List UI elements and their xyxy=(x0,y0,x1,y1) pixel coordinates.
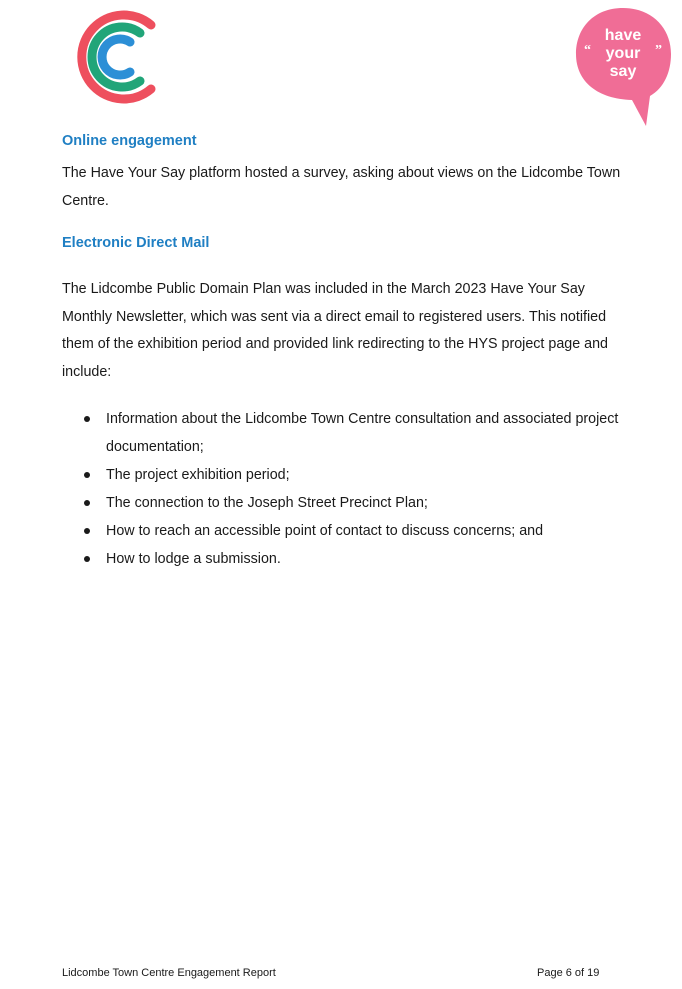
svg-text:“: “ xyxy=(584,43,591,58)
list-item xyxy=(62,405,622,461)
section-paragraph-electronic-direct-mail: The Lidcombe Public Domain Plan was included in the March 2023 Have Your Say Monthly Newsletter, which was sent via a direct email to registered users. This notified them of the exhibition period and provided link redirecting to the HYS project page and include: xyxy=(62,281,609,380)
footer-report-title: Lidcombe Town Centre Engagement Report xyxy=(62,967,276,979)
logo-word-say: say xyxy=(609,63,637,80)
bullet-icon xyxy=(84,500,90,506)
list-item-text: The connection to the Joseph Street Precinct Plan; xyxy=(106,495,428,511)
list-item-text: How to reach an accessible point of contact to discuss concerns; and xyxy=(106,523,544,539)
list-item-text: Information about the Lidcombe Town Centre consultation and associated project documentation; xyxy=(106,411,619,455)
section-heading-online-engagement: Online engagement xyxy=(62,133,197,149)
section-paragraph-online-engagement: The Have Your Say platform hosted a survey, asking about views on the Lidcombe Town Centre. xyxy=(62,165,621,209)
have-your-say-logo xyxy=(572,4,674,128)
footer-page-number: Page 6 of 19 xyxy=(537,967,600,979)
list-item-text: The project exhibition period; xyxy=(106,467,290,483)
list-item xyxy=(62,461,622,489)
logo-word-have: have xyxy=(604,27,642,44)
list-item xyxy=(62,517,622,545)
list-item-text: How to lodge a submission. xyxy=(106,551,281,567)
council-logo xyxy=(66,5,160,109)
bullet-icon xyxy=(84,528,90,534)
bullet-icon xyxy=(84,472,90,478)
bullet-list xyxy=(62,405,622,573)
list-item xyxy=(62,545,622,573)
document-body xyxy=(62,128,622,573)
list-item xyxy=(62,489,622,517)
logo-word-your: your xyxy=(605,45,641,62)
bullet-icon xyxy=(84,416,90,422)
svg-text:”: ” xyxy=(655,43,662,58)
section-heading-electronic-direct-mail: Electronic Direct Mail xyxy=(62,235,210,251)
bullet-icon xyxy=(84,556,90,562)
